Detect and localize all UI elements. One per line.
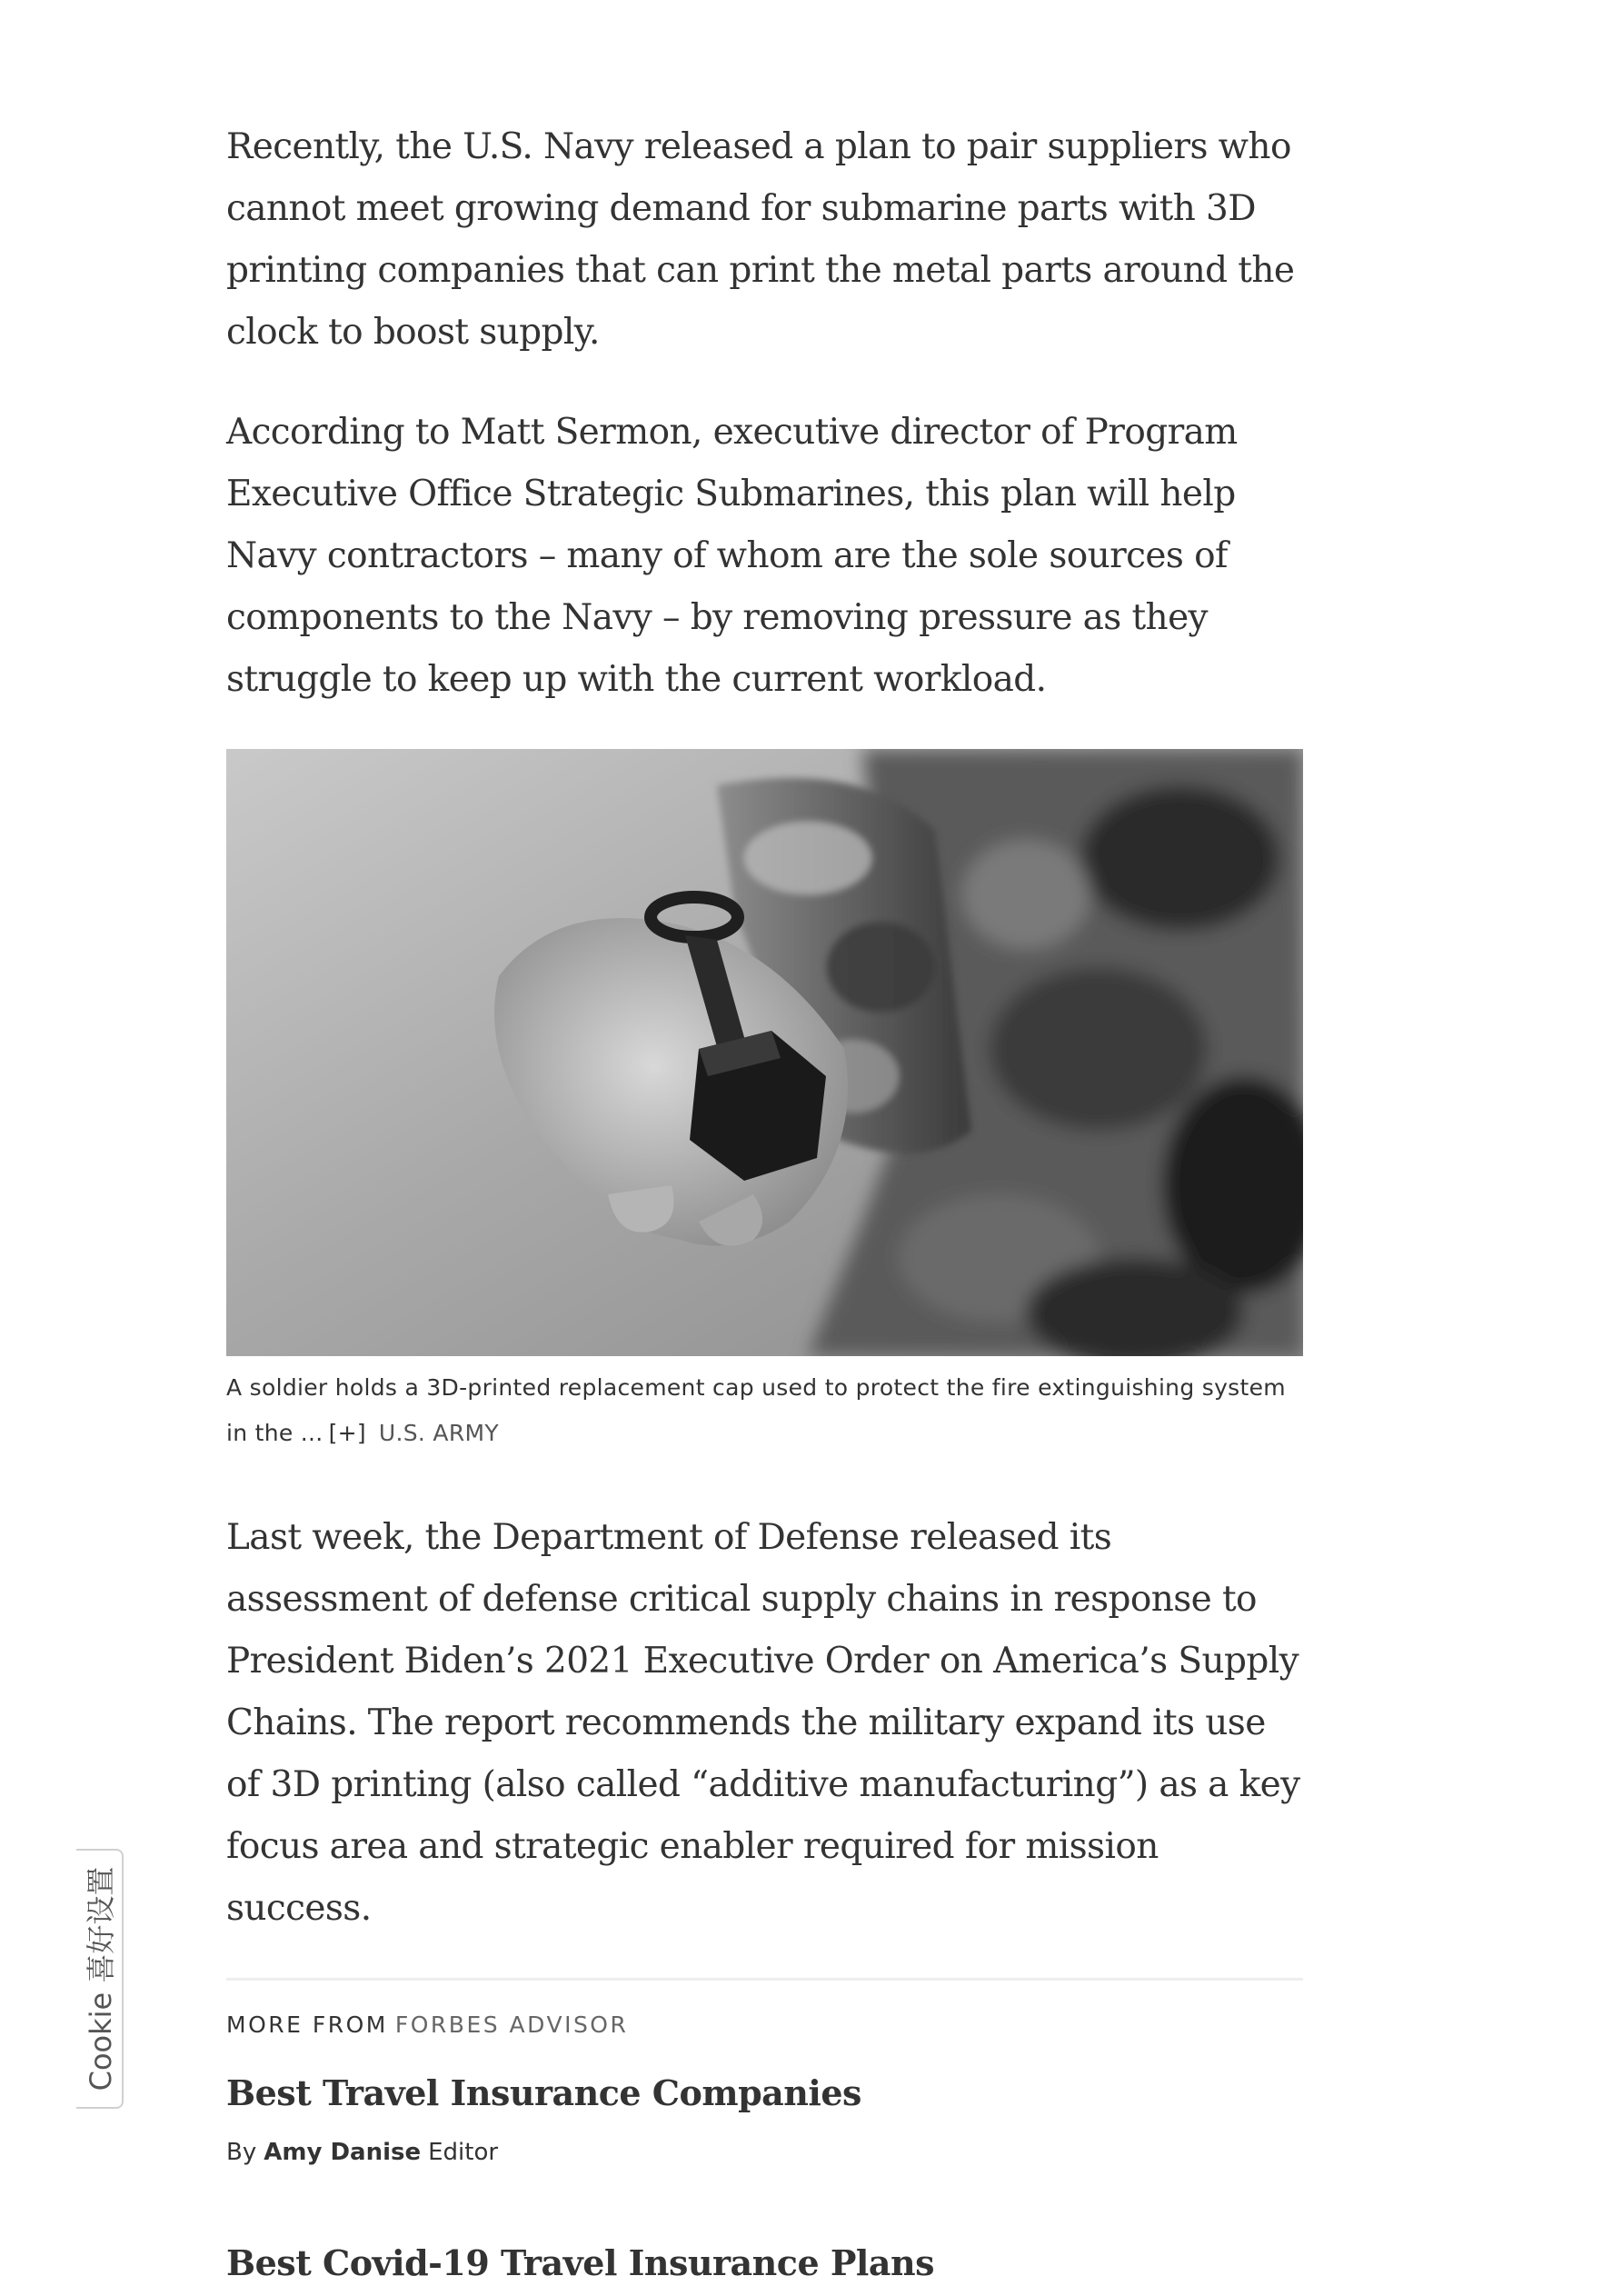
byline bbox=[226, 2139, 1303, 2166]
article-paragraph: Last week, the Department of Defense released its assessment of defense critical supply chains in response to President Biden’s 2021 Executive Order on America’s Supply Chains. The report recommends the military expand its use of 3D printing (also called “additive manufacturing”) as a key focus area and strategic enabler required for mission success. bbox=[226, 1517, 1300, 1929]
photo-illustration bbox=[226, 749, 1303, 1356]
article-figure bbox=[226, 749, 1303, 1456]
more-from-label: MORE FROM bbox=[226, 2011, 388, 2038]
author-role: Editor bbox=[428, 2139, 499, 2166]
caption-text: A soldier holds a 3D-printed replacement cap used to protect the fire extinguishing system in the ... bbox=[226, 1374, 1286, 1446]
section-divider bbox=[226, 1978, 1303, 1981]
cookie-preferences-label: Cookie 喜好设置 bbox=[84, 1866, 118, 2091]
caption-expand-button[interactable]: [+] bbox=[328, 1420, 366, 1446]
article-paragraph: Recently, the U.S. Navy released a plan to pair suppliers who cannot meet growing demand for submarine parts with 3D printing companies that can print the metal parts around the clock to boost supply. bbox=[226, 126, 1295, 353]
soldier-holding-3d-printed-cap-photo bbox=[226, 749, 1303, 1356]
cookie-preferences-button[interactable] bbox=[76, 1849, 124, 2109]
more-from-header bbox=[226, 2011, 1303, 2038]
photo-credit: U.S. ARMY bbox=[378, 1420, 499, 1446]
related-article-link[interactable]: Best Covid-19 Travel Insurance Plans bbox=[226, 2242, 934, 2283]
related-article-link[interactable]: Best Travel Insurance Companies bbox=[226, 2072, 861, 2113]
article-body bbox=[226, 116, 1303, 2283]
more-from-brand: FORBES ADVISOR bbox=[394, 2011, 629, 2038]
author-link[interactable]: Amy Danise bbox=[264, 2139, 422, 2166]
article-paragraph: According to Matt Sermon, executive director of Program Executive Office Strategic Submarines, this plan will help Navy contractors – many of whom are the sole sources of components to the Navy – by removing pressure as they struggle to keep up with the current workload. bbox=[226, 412, 1238, 700]
byline-prefix: By bbox=[226, 2139, 257, 2166]
figure-caption bbox=[226, 1365, 1303, 1456]
